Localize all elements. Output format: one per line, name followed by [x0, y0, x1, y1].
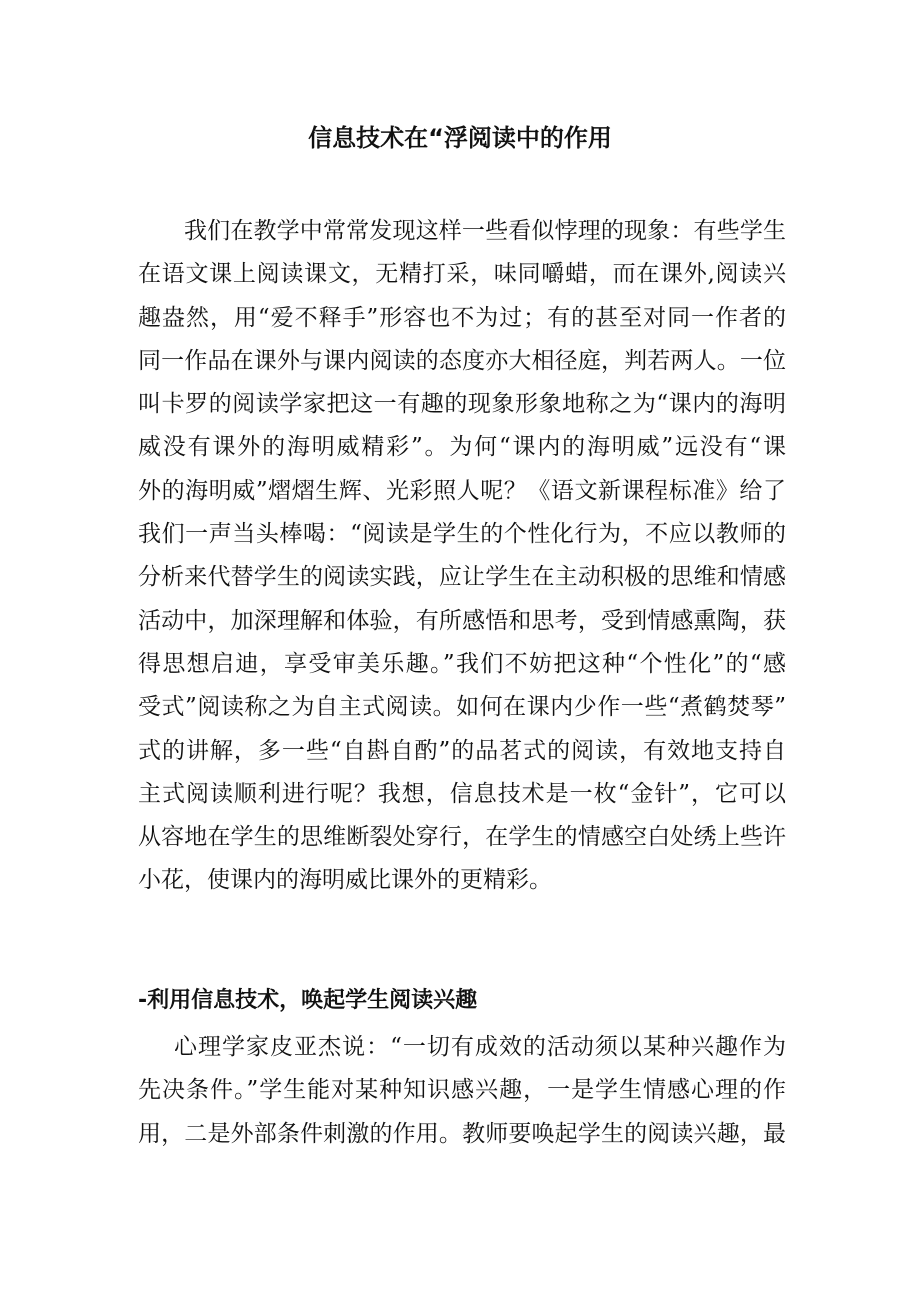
paragraph-1: [138, 210, 786, 903]
paragraph-line: 威没有课外的海明威精彩”。为何“课内的海明威”远没有“课: [138, 434, 786, 461]
paragraph-line: 趣盎然，用“爱不释手”形容也不为过；有的甚至对同一作者的: [138, 304, 786, 331]
paragraph-line: 受式”阅读称之为自主式阅读。如何在课内少作一些“煮鹤焚琴”: [138, 694, 786, 721]
paragraph-line: 外的海明威”熠熠生辉、光彩照人呢？《语文新课程标准》给了: [138, 477, 786, 504]
paragraph-line: 心理学家皮亚杰说：“一切有成效的活动须以某种兴趣作为: [174, 1034, 786, 1060]
paragraph-line: 先决条件。”学生能对某种知识感兴趣，一是学生情感心理的作: [138, 1077, 786, 1104]
paragraph-line: 从容地在学生的思维断裂处穿行，在学生的情感空白处绣上些许: [138, 824, 786, 851]
paragraph-line: 我们在教学中常常发现这样一些看似悖理的现象：有些学生: [184, 218, 786, 244]
paragraph-line: 得思想启迪，享受审美乐趣。”我们不妨把这种“个性化”的“感: [138, 650, 786, 677]
paragraph-line: 叫卡罗的阅读学家把这一有趣的现象形象地称之为“课内的海明: [138, 391, 786, 418]
paragraph-line: 同一作品在课外与课内阅读的态度亦大相径庭，判若两人。一位: [138, 347, 786, 374]
paragraph-line: 我们一声当头棒喝：“阅读是学生的个性化行为，不应以教师的: [138, 521, 786, 548]
paragraph-2: [138, 1026, 786, 1156]
paragraph-line: 主式阅读顺利进行呢？我想，信息技术是一枚“金针”，它可以: [138, 780, 786, 807]
paragraph-line: 式的讲解，多一些“自斟自酌”的品茗式的阅读，有效地支持自: [138, 737, 786, 764]
paragraph-line: 用，二是外部条件刺激的作用。教师要唤起学生的阅读兴趣，最: [138, 1120, 786, 1147]
paragraph-line: 小花，使课内的海明威比课外的更精彩。: [138, 867, 552, 894]
section-heading: -利用信息技术，唤起学生阅读兴趣: [138, 988, 478, 1013]
document-title: 信息技术在“浮阅读中的作用: [308, 124, 612, 152]
paragraph-line: 在语文课上阅读课文，无精打采，味同嚼蜡，而在课外,阅读兴: [138, 261, 786, 288]
paragraph-line: 活动中，加深理解和体验，有所感悟和思考，受到情感熏陶，获: [138, 607, 786, 634]
paragraph-line: 分析来代替学生的阅读实践，应让学生在主动积极的思维和情感: [138, 564, 786, 591]
